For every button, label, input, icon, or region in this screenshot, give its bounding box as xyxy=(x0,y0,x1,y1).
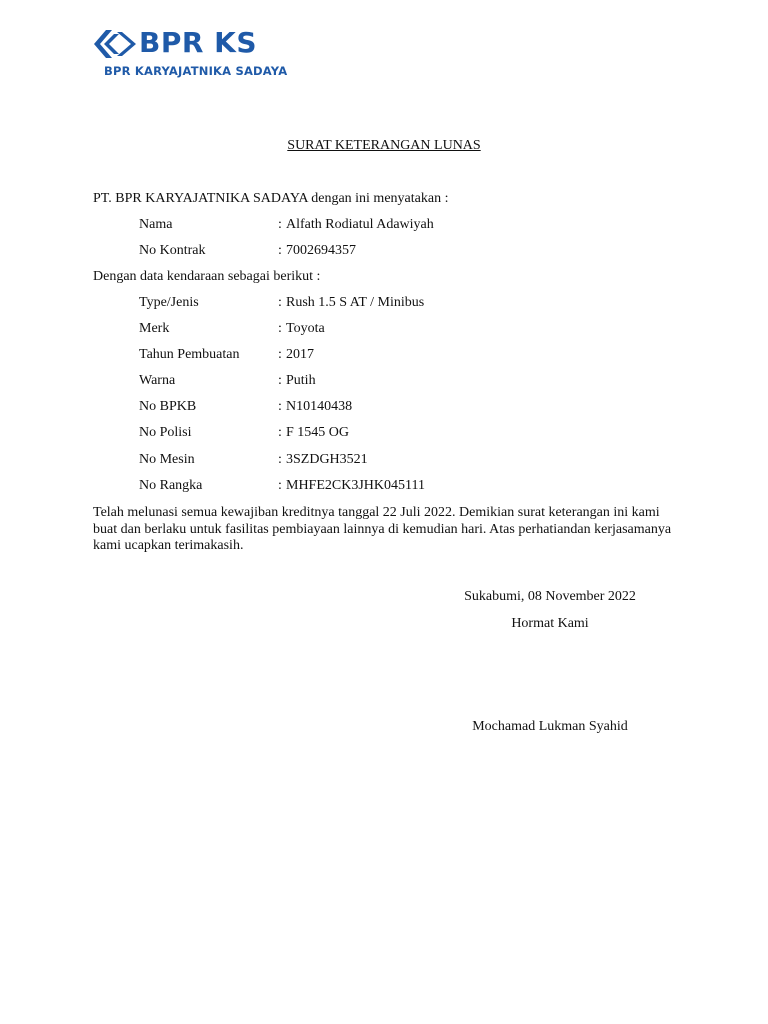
field-separator: : xyxy=(278,217,282,232)
company-logo xyxy=(92,26,292,82)
bpr-logo-icon xyxy=(92,28,140,60)
place-date: Sukabumi, 08 November 2022 xyxy=(464,589,636,604)
customer-row-name xyxy=(139,217,639,235)
field-label: Tahun Pembuatan xyxy=(139,347,240,362)
vehicle-row-plate xyxy=(139,425,639,443)
field-label: Nama xyxy=(139,217,173,232)
vehicle-row-type xyxy=(139,295,639,313)
vehicle-row-bpkb xyxy=(139,399,639,417)
logo-brand-text: BPR KS xyxy=(139,26,258,59)
field-value: MHFE2CK3JHK045111 xyxy=(286,478,425,493)
field-value: N10140438 xyxy=(286,399,353,414)
vehicle-row-brand xyxy=(139,321,639,339)
field-label: Merk xyxy=(139,321,170,336)
intro-statement: PT. BPR KARYAJATNIKA SADAYA dengan ini menyatakan : xyxy=(93,191,449,206)
field-separator: : xyxy=(278,373,282,388)
vehicle-intro: Dengan data kendaraan sebagai berikut : xyxy=(93,269,321,284)
field-value: Rush 1.5 S AT / Minibus xyxy=(286,295,425,310)
field-label: No Mesin xyxy=(139,452,195,467)
field-separator: : xyxy=(278,452,282,467)
closing-paragraph: Telah melunasi semua kewajiban kreditnya tanggal 22 Juli 2022. Demikian surat keterangan ini kami buat dan berlaku untuk fasilitas pembiayaan lainnya di kemudian hari. Atas perhatiandan kerjasamanya kami ucapkan terimakasih. xyxy=(93,505,672,553)
field-separator: : xyxy=(278,399,282,414)
vehicle-row-engine xyxy=(139,452,639,470)
field-separator: : xyxy=(278,425,282,440)
field-separator: : xyxy=(278,321,282,336)
field-value: F 1545 OG xyxy=(286,425,350,440)
field-value: 2017 xyxy=(286,347,314,362)
vehicle-row-color xyxy=(139,373,639,391)
document-title: SURAT KETERANGAN LUNAS xyxy=(287,138,481,153)
closing-greeting: Hormat Kami xyxy=(511,616,589,631)
field-value: 7002694357 xyxy=(286,243,356,258)
logo-subtitle: BPR KARYAJATNIKA SADAYA xyxy=(104,64,288,78)
customer-row-contract xyxy=(139,243,639,261)
field-separator: : xyxy=(278,243,282,258)
field-value: 3SZDGH3521 xyxy=(286,452,368,467)
field-label: No Polisi xyxy=(139,425,192,440)
field-value: Alfath Rodiatul Adawiyah xyxy=(286,217,434,232)
vehicle-row-chassis xyxy=(139,478,639,496)
field-separator: : xyxy=(278,295,282,310)
field-label: No BPKB xyxy=(139,399,197,414)
field-value: Putih xyxy=(286,373,316,388)
field-separator: : xyxy=(278,478,282,493)
signatory-name: Mochamad Lukman Syahid xyxy=(472,719,628,734)
vehicle-row-year xyxy=(139,347,639,365)
field-separator: : xyxy=(278,347,282,362)
field-label: No Kontrak xyxy=(139,243,206,258)
field-label: Type/Jenis xyxy=(139,295,199,310)
field-label: No Rangka xyxy=(139,478,203,493)
field-label: Warna xyxy=(139,373,176,388)
field-value: Toyota xyxy=(286,321,325,336)
